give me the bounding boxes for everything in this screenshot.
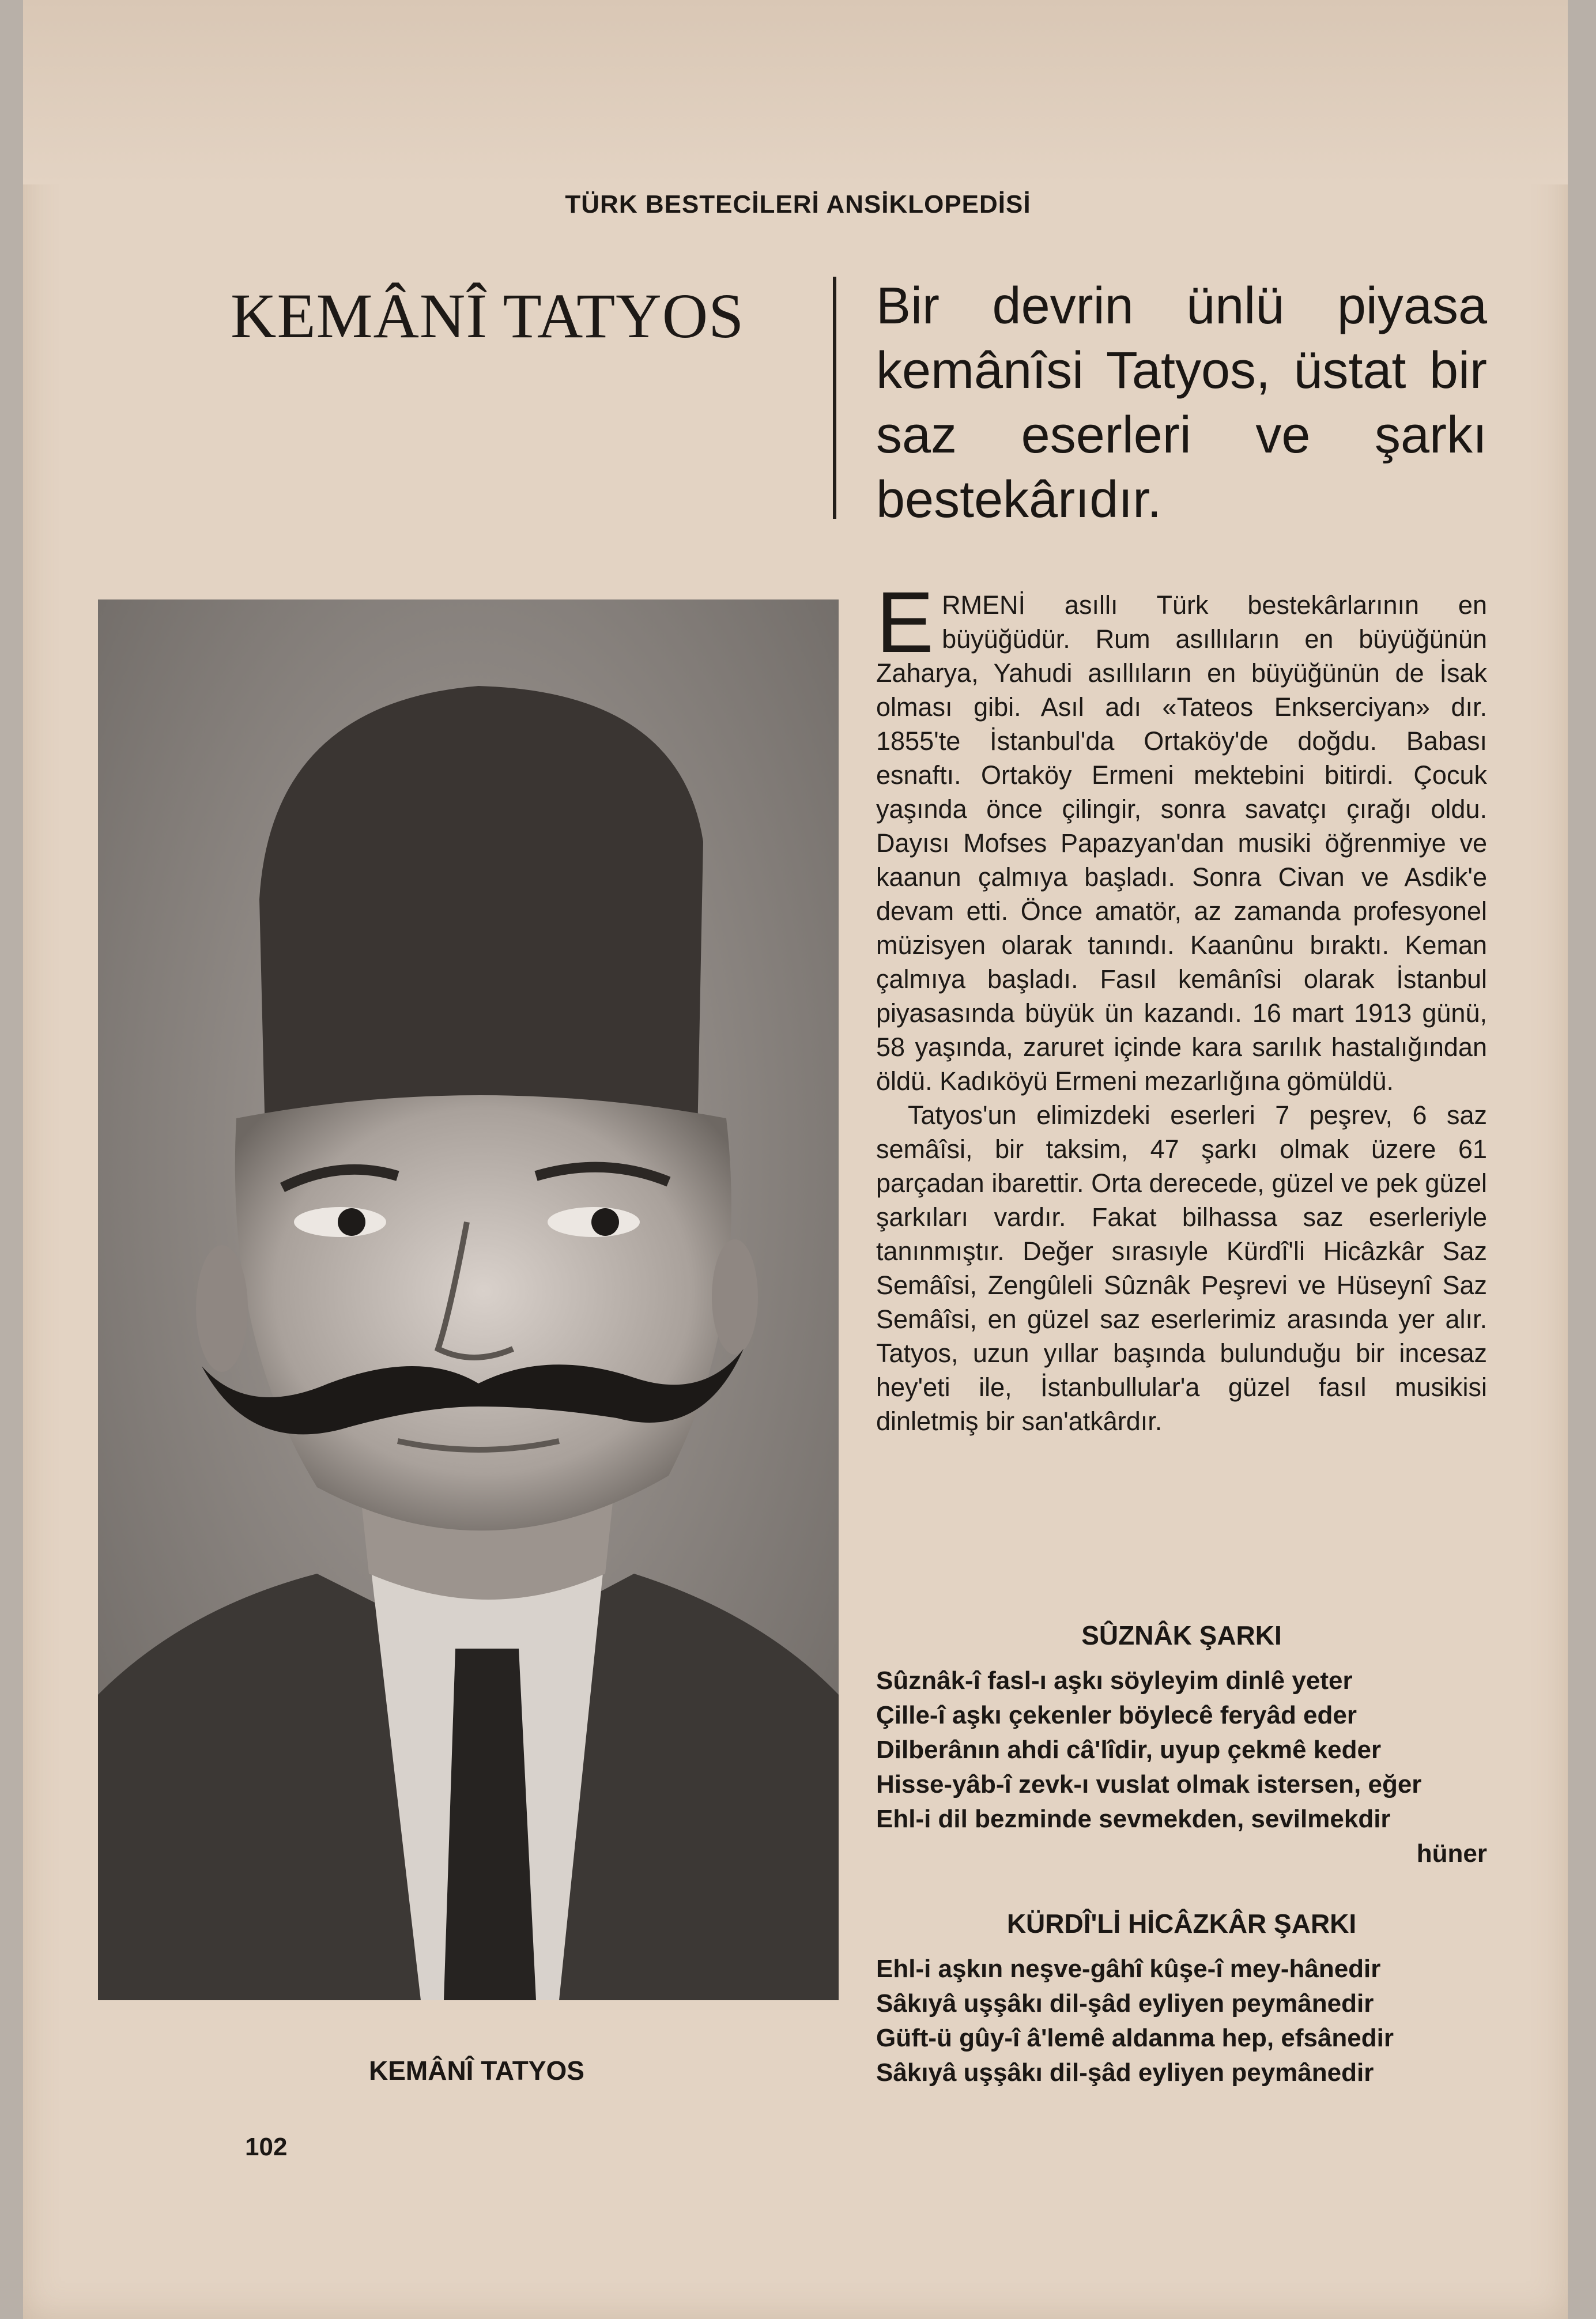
song-title: KÜRDÎ'Lİ HİCÂZKÂR ŞARKI <box>1006 1909 1357 1939</box>
article-paragraph-2: Tatyos'un elimizdeki eserleri 7 peşrev, 6 saz semâîsi, bir taksim, 47 şarkı olmak üzere 61 parçadan ibarettir. Orta derecede, güzel ve pek güzel şarkıları vardır. Fakat bilhassa saz eserleriyle tanınmıştır. Değer sırasıyle Kürdî'li Hicâzkâr Saz Semâîsi, Zengûleli Sûznâk Peşrevi ve Hüseynî Saz Semâîsi, en güzel saz eserlerimiz arasında yer alır. Tatyos, uzun yıllar başında bulunduğu bir incesaz hey'eti ile, İstanbullular'a güzel fasıl musikisi dinletmiş bir san'atkârdır. <box>876 1100 1487 1436</box>
suznak-song <box>876 1620 1487 1871</box>
portrait-illustration <box>98 599 839 2000</box>
song-line: Dilberânın ahdi câ'lîdir, uyup çekmê keder <box>876 1736 1382 1764</box>
song-line: Sûznâk-î fasl-ı aşkı söyleyim dinlê yeter <box>876 1666 1353 1695</box>
song-line-tail: hüner <box>1416 1839 1487 1868</box>
article-lead: Bir devrin ünlü piyasa kemânîsi Tatyos, üstat bir saz eserleri ve şarkı bestekârıdır. <box>876 277 1487 529</box>
encyclopedia-header: TÜRK BESTECİLERİ ANSİKLOPEDİSİ <box>565 190 1031 218</box>
portrait-painting <box>98 599 839 2000</box>
song-line: Güft-ü gûy-î â'lemê aldanma hep, efsânedir <box>876 2024 1394 2052</box>
article-title: KEMÂNÎ TATYOS <box>231 281 745 351</box>
portrait-caption: KEMÂNÎ TATYOS <box>369 2056 584 2086</box>
title-divider <box>833 277 836 519</box>
article-body <box>876 574 1487 1438</box>
drop-cap: E <box>876 574 934 670</box>
kurdili-hicazkar-song <box>876 1908 1487 2090</box>
song-title: SÛZNÂK ŞARKI <box>1081 1620 1282 1650</box>
article-paragraph-1 <box>876 574 1487 1098</box>
song-line: Ehl-i dil bezminde sevmekden, sevilmekdir <box>876 1805 1391 1833</box>
song-line: Ehl-i aşkın neşve-gâhî kûşe-î mey-hânedir <box>876 1955 1381 1983</box>
song-line: Hisse-yâb-î zevk-ı vuslat olmak istersen, eğer <box>876 1770 1422 1798</box>
song-line: Sâkıyâ uşşâkı dil-şâd eyliyen peymânedir <box>876 2058 1374 2087</box>
page-number: 102 <box>245 2133 288 2161</box>
song-line: Çille-î aşkı çekenler böylecê feryâd eder <box>876 1701 1357 1729</box>
song-line: Sâkıyâ uşşâkı dil-şâd eyliyen peymânedir <box>876 1989 1374 2018</box>
paragraph-1-text: RMENİ asıllı Türk bestekârlarının en büyüğüdür. Rum asıllıların en büyüğünün Zaharya, Yahudi asıllıların en büyüğünün de İsak olması gibi. Asıl adı «Tateos Enkserciyan» dır. 1855'te İstanbul'da Ortaköy'de doğdu. Babası esnaftı. Ortaköy Ermeni mektebini bitirdi. Çocuk yaşında önce çilingir, sonra savatçı çırağı oldu. Dayısı Mofses Papazyan'dan musiki öğrenmiye ve kaanun çalmıya başladı. Sonra Civan ve Asdik'e devam etti. Önce amatör, az zamanda profesyonel müzisyen olarak tanındı. Kaanûnu bıraktı. Keman çalmıya başladı. Fasıl kemânîsi olarak İstanbul piyasasında büyük ün kazandı. 16 mart 1913 günü, 58 yaşında, zaruret içinde kara sarılık hastalığından öldü. Kadıköyü Ermeni mezarlığına gömüldü. <box>876 590 1487 1096</box>
